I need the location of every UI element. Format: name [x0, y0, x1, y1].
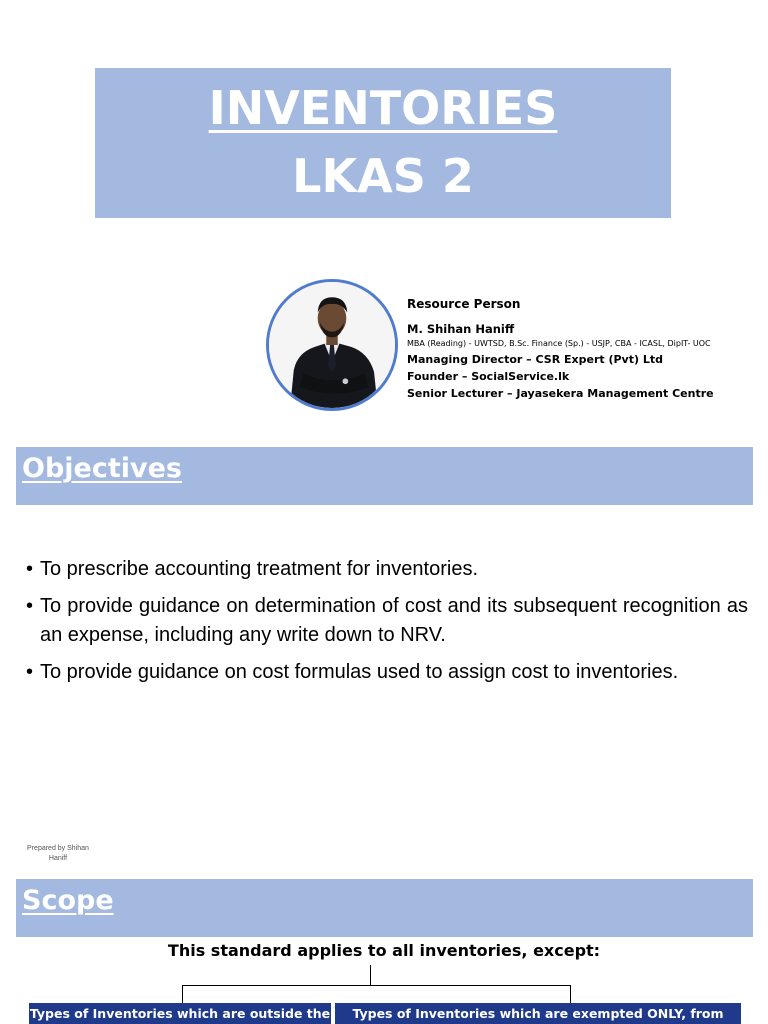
resource-person-heading: Resource Person [407, 297, 521, 311]
resource-person-qualifications: MBA (Reading) - UWTSD, B.Sc. Finance (Sp.) - USJP, CBA - ICASL, DipIT- UOC [407, 339, 711, 348]
objectives-slide [0, 435, 768, 875]
prepared-by-footer: Prepared by Shihan Haniff [27, 845, 89, 862]
bullet-list [26, 555, 748, 695]
title-slide [0, 0, 768, 428]
avatar [266, 279, 398, 411]
resource-person-role: Senior Lecturer – Jayasekera Management Centre [407, 387, 714, 400]
resource-person-name: M. Shihan Haniff [407, 322, 515, 336]
connector-line [570, 985, 571, 1003]
title-line2: LKAS 2 [292, 149, 474, 203]
resource-person-role: Founder – SocialService.lk [407, 370, 570, 383]
portrait-image [269, 282, 395, 408]
inventory-type-box: Types of Inventories which are exempted ONLY, from [335, 1003, 741, 1024]
bullet-item: • To prescribe accounting treatment for inventories. [26, 555, 748, 584]
title-line1 [95, 78, 671, 138]
connector-line [370, 965, 371, 985]
section-title: Objectives [22, 453, 182, 484]
title-text-main: INVENTORIES [208, 81, 558, 135]
resource-person-role: Managing Director – CSR Expert (Pvt) Ltd [407, 353, 663, 366]
scope-subheading: This standard applies to all inventories, except: [167, 941, 601, 960]
scope-slide [0, 873, 768, 1024]
section-title: Scope [22, 885, 114, 916]
section-header-bar [16, 447, 753, 505]
connector-line [182, 985, 183, 1003]
section-header-bar [16, 879, 753, 937]
inventory-type-box: Types of Inventories which are outside the [29, 1003, 331, 1024]
bullet-item: • To provide guidance on cost formulas used to assign cost to inventories. [26, 658, 748, 687]
connector-line [182, 985, 571, 986]
title-box [95, 68, 671, 218]
bullet-item: • To provide guidance on determination of cost and its subsequent recognition as an expense, including any write down to NRV. [26, 592, 748, 650]
